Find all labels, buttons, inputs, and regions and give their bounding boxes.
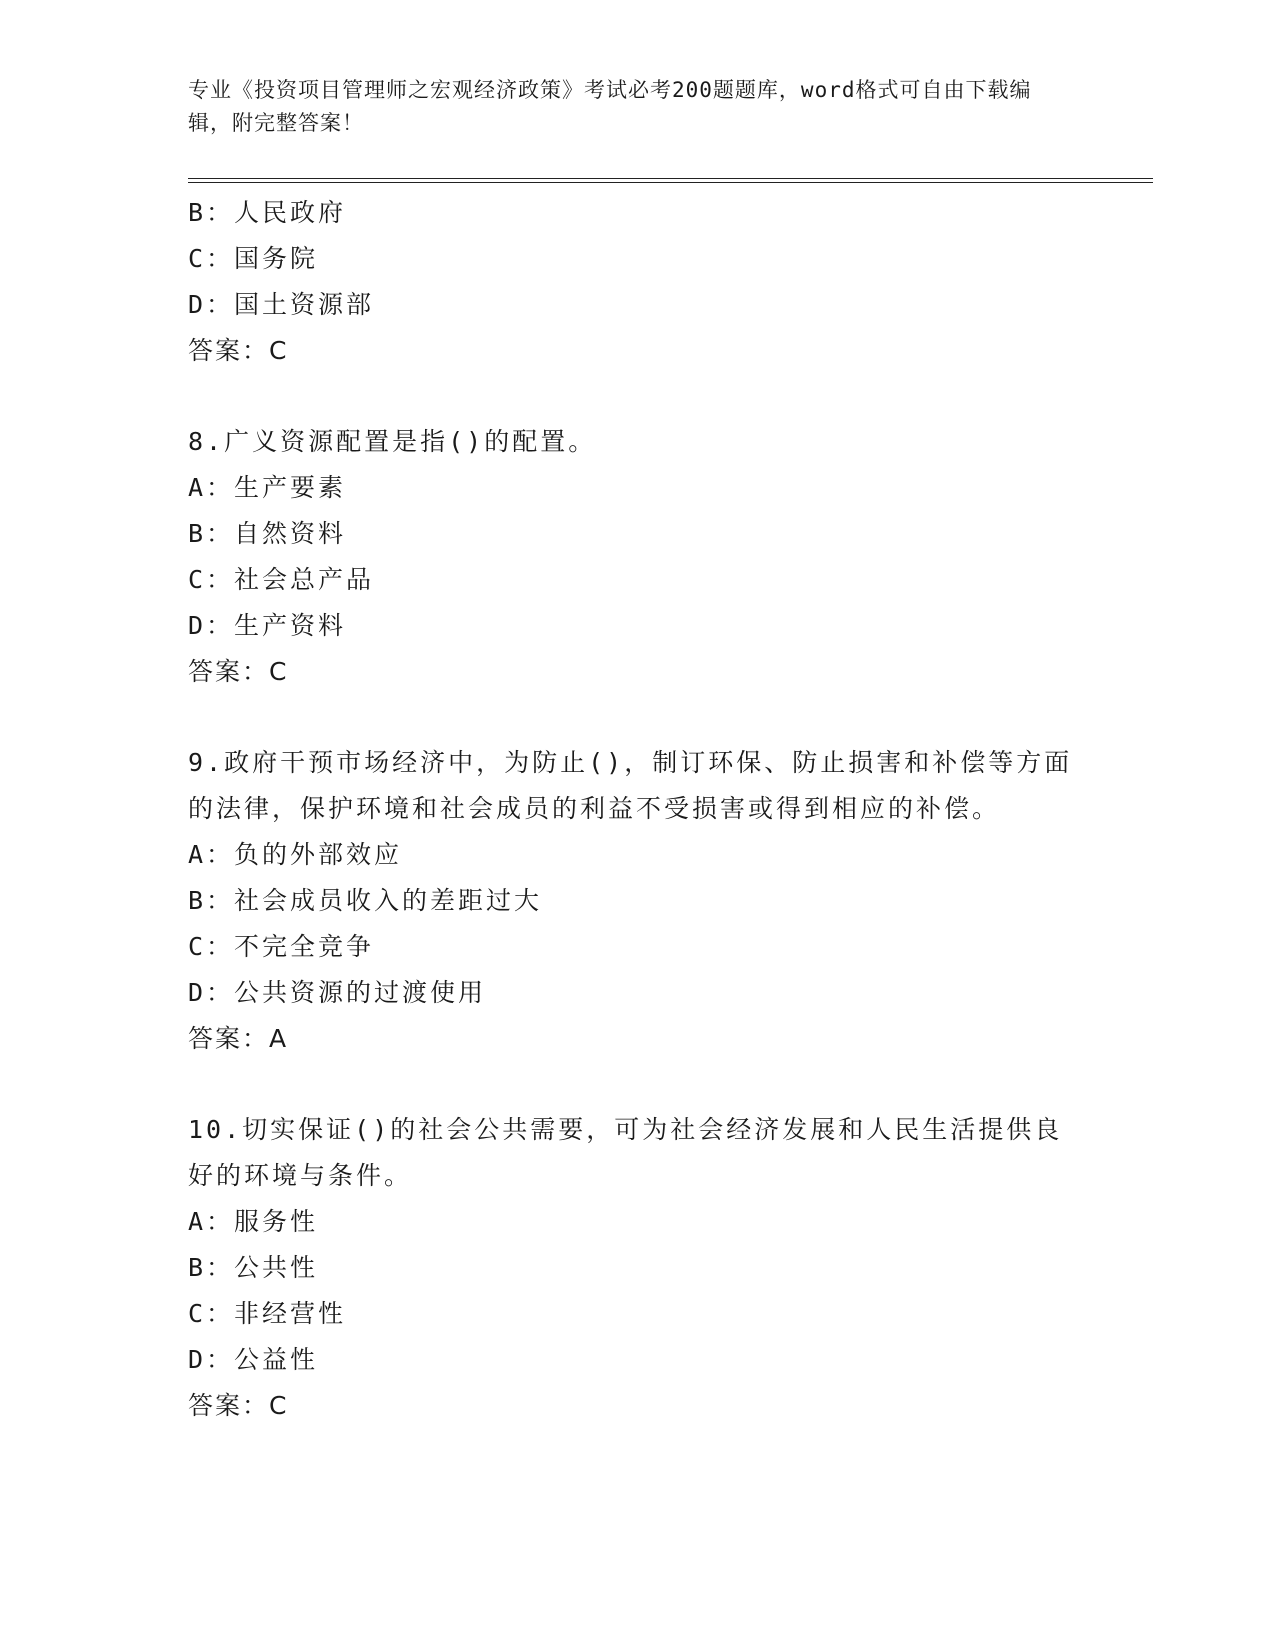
- option-c: C：不完全竞争: [188, 932, 375, 961]
- document-header: 专业《投资项目管理师之宏观经济政策》考试必考200题题库，word格式可自由下载编辑，附完整答案！: [188, 78, 1032, 135]
- document-body: [188, 190, 1088, 1429]
- answer-line: 答案：A: [188, 1024, 289, 1053]
- question-block: [188, 419, 1088, 695]
- option-d: D：公益性: [188, 1345, 319, 1374]
- block-spacer: [188, 1062, 1088, 1107]
- question-text: 8.广义资源配置是指()的配置。: [188, 427, 597, 456]
- question-text: 9.政府干预市场经济中，为防止()，制订环保、防止损害和补偿等方面的法律，保护环境和社会成员的利益不受损害或得到相应的补偿。: [188, 748, 1073, 823]
- question-block: [188, 190, 1088, 374]
- question-text: 10.切实保证()的社会公共需要，可为社会经济发展和人民生活提供良好的环境与条件。: [188, 1115, 1063, 1190]
- header-divider: [188, 178, 1153, 183]
- answer-line: 答案：C: [188, 1391, 289, 1420]
- answer-line: 答案：C: [188, 336, 289, 365]
- option-b: B：社会成员收入的差距过大: [188, 886, 543, 915]
- question-block: [188, 740, 1088, 1062]
- option-a: A：服务性: [188, 1207, 319, 1236]
- option-b: B：公共性: [188, 1253, 319, 1282]
- option-a: A：负的外部效应: [188, 840, 403, 869]
- option-b: B：人民政府: [188, 198, 347, 227]
- question-block: [188, 1107, 1088, 1429]
- block-spacer: [188, 374, 1088, 419]
- option-b: B：自然资料: [188, 519, 347, 548]
- option-c: C：非经营性: [188, 1299, 347, 1328]
- option-a: A：生产要素: [188, 473, 347, 502]
- option-c: C：社会总产品: [188, 565, 375, 594]
- option-d: D：公共资源的过渡使用: [188, 978, 487, 1007]
- answer-line: 答案：C: [188, 657, 289, 686]
- option-d: D：生产资料: [188, 611, 347, 640]
- block-spacer: [188, 695, 1088, 740]
- option-c: C：国务院: [188, 244, 319, 273]
- option-d: D：国土资源部: [188, 290, 375, 319]
